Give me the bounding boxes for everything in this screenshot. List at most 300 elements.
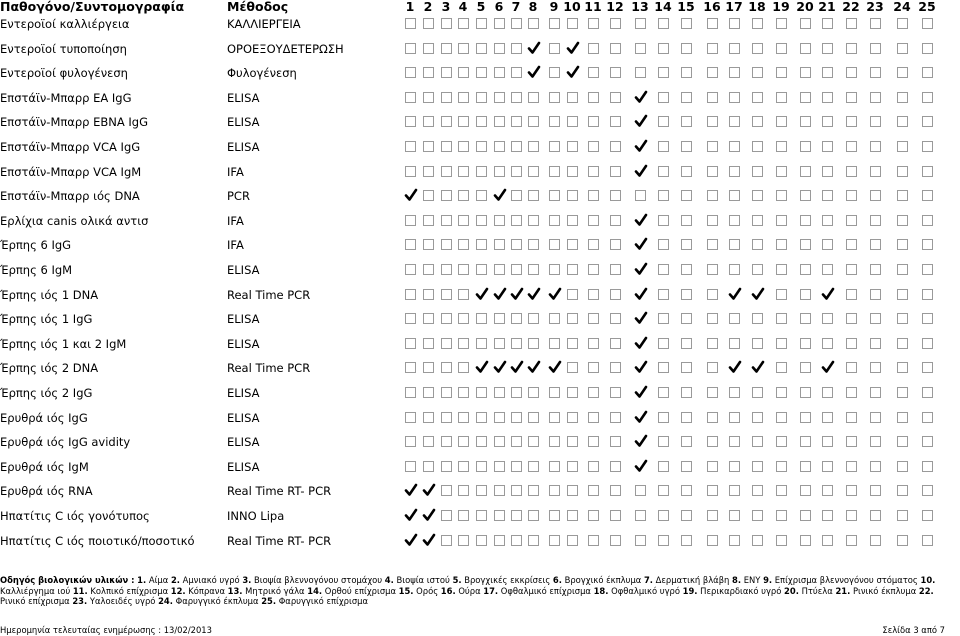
checkmark-icon bbox=[635, 412, 646, 423]
empty-checkbox bbox=[681, 67, 692, 78]
legend-material: Βρογχικές εκκρίσεις bbox=[464, 575, 551, 585]
empty-checkbox bbox=[494, 535, 505, 546]
empty-checkbox bbox=[922, 387, 933, 398]
empty-checkbox bbox=[681, 338, 692, 349]
empty-checkbox bbox=[658, 412, 669, 423]
empty-checkbox bbox=[458, 412, 469, 423]
empty-checkbox bbox=[441, 485, 452, 496]
empty-checkbox bbox=[511, 239, 522, 250]
empty-checkbox bbox=[922, 338, 933, 349]
legend-material: Βιοψία βλεννογόνου στομάχου bbox=[254, 575, 383, 585]
empty-checkbox bbox=[870, 313, 881, 324]
checkmark-icon bbox=[494, 190, 505, 201]
empty-checkbox bbox=[729, 215, 740, 226]
table-row bbox=[0, 310, 960, 328]
empty-checkbox bbox=[511, 116, 522, 127]
empty-checkbox bbox=[897, 289, 908, 300]
empty-checkbox bbox=[729, 190, 740, 201]
legend-title: Οδηγός βιολογικών υλικών : bbox=[0, 575, 135, 585]
legend-material: Ορθού επίχρισμα bbox=[324, 585, 396, 596]
legend-material: Ούρα bbox=[458, 585, 481, 596]
empty-checkbox bbox=[776, 166, 787, 177]
empty-checkbox bbox=[729, 338, 740, 349]
empty-checkbox bbox=[458, 461, 469, 472]
empty-checkbox bbox=[441, 141, 452, 152]
empty-checkbox bbox=[423, 289, 434, 300]
column-header-method: Μέθοδος bbox=[227, 0, 289, 14]
empty-checkbox bbox=[476, 166, 487, 177]
empty-checkbox bbox=[729, 535, 740, 546]
checkmark-icon bbox=[511, 362, 522, 373]
empty-checkbox bbox=[458, 43, 469, 54]
empty-checkbox bbox=[846, 264, 857, 275]
empty-checkbox bbox=[800, 510, 811, 521]
empty-checkbox bbox=[729, 264, 740, 275]
table-row bbox=[0, 482, 960, 500]
empty-checkbox bbox=[476, 535, 487, 546]
legend-material: Δερματική βλάβη bbox=[655, 575, 730, 585]
empty-checkbox bbox=[822, 141, 833, 152]
empty-checkbox bbox=[800, 67, 811, 78]
empty-checkbox bbox=[707, 535, 718, 546]
checkmark-icon bbox=[494, 289, 505, 300]
empty-checkbox bbox=[528, 190, 539, 201]
empty-checkbox bbox=[549, 436, 560, 447]
legend-material: Επίχρισμα βλεννογόνου στόματος bbox=[774, 575, 918, 585]
legend-material: Φαρυγγικό έκπλυμα bbox=[175, 596, 259, 607]
empty-checkbox bbox=[610, 313, 621, 324]
empty-checkbox bbox=[870, 387, 881, 398]
empty-checkbox bbox=[752, 215, 763, 226]
empty-checkbox bbox=[528, 116, 539, 127]
table-row bbox=[0, 335, 960, 353]
empty-checkbox bbox=[494, 215, 505, 226]
empty-checkbox bbox=[423, 67, 434, 78]
empty-checkbox bbox=[423, 239, 434, 250]
empty-checkbox bbox=[494, 510, 505, 521]
empty-checkbox bbox=[476, 141, 487, 152]
empty-checkbox bbox=[870, 485, 881, 496]
legend-material: Κολπικό επίχρισμα bbox=[90, 585, 169, 596]
empty-checkbox bbox=[458, 338, 469, 349]
empty-checkbox bbox=[610, 264, 621, 275]
empty-checkbox bbox=[870, 141, 881, 152]
empty-checkbox bbox=[567, 239, 578, 250]
empty-checkbox bbox=[922, 412, 933, 423]
empty-checkbox bbox=[528, 387, 539, 398]
empty-checkbox bbox=[511, 485, 522, 496]
empty-checkbox bbox=[610, 141, 621, 152]
sample-number-2: 2 bbox=[423, 0, 433, 14]
empty-checkbox bbox=[658, 92, 669, 103]
empty-checkbox bbox=[549, 239, 560, 250]
empty-checkbox bbox=[729, 461, 740, 472]
test-name: Εντεροϊοί καλλιέργεια bbox=[0, 17, 130, 31]
legend-number: 22. bbox=[918, 585, 934, 596]
empty-checkbox bbox=[729, 485, 740, 496]
empty-checkbox bbox=[458, 313, 469, 324]
empty-checkbox bbox=[800, 166, 811, 177]
empty-checkbox bbox=[776, 289, 787, 300]
empty-checkbox bbox=[458, 166, 469, 177]
legend-number: 13. bbox=[227, 585, 243, 596]
table-row bbox=[0, 433, 960, 451]
empty-checkbox bbox=[494, 18, 505, 29]
empty-checkbox bbox=[776, 67, 787, 78]
empty-checkbox bbox=[752, 141, 763, 152]
sample-number-12: 12 bbox=[606, 0, 624, 14]
empty-checkbox bbox=[897, 190, 908, 201]
test-name: Έρπης ιός 1 και 2 IgM bbox=[0, 336, 127, 351]
empty-checkbox bbox=[776, 141, 787, 152]
legend-material: Κόπρανα bbox=[188, 585, 225, 596]
test-method: IFA bbox=[227, 238, 244, 253]
empty-checkbox bbox=[610, 215, 621, 226]
empty-checkbox bbox=[588, 485, 599, 496]
empty-checkbox bbox=[822, 264, 833, 275]
empty-checkbox bbox=[776, 362, 787, 373]
empty-checkbox bbox=[897, 510, 908, 521]
empty-checkbox bbox=[441, 412, 452, 423]
empty-checkbox bbox=[846, 43, 857, 54]
empty-checkbox bbox=[511, 166, 522, 177]
test-name: Έρπης ιός 2 DNA bbox=[0, 361, 99, 376]
empty-checkbox bbox=[681, 264, 692, 275]
empty-checkbox bbox=[423, 338, 434, 349]
legend-number: 3. bbox=[242, 575, 252, 585]
empty-checkbox bbox=[870, 92, 881, 103]
empty-checkbox bbox=[800, 92, 811, 103]
empty-checkbox bbox=[870, 289, 881, 300]
empty-checkbox bbox=[897, 141, 908, 152]
empty-checkbox bbox=[511, 215, 522, 226]
sample-number-14: 14 bbox=[654, 0, 672, 14]
empty-checkbox bbox=[800, 535, 811, 546]
empty-checkbox bbox=[528, 264, 539, 275]
empty-checkbox bbox=[441, 436, 452, 447]
empty-checkbox bbox=[870, 461, 881, 472]
empty-checkbox bbox=[588, 387, 599, 398]
test-method: ELISA bbox=[227, 336, 260, 351]
table-row bbox=[0, 113, 960, 131]
empty-checkbox bbox=[922, 362, 933, 373]
empty-checkbox bbox=[458, 239, 469, 250]
empty-checkbox bbox=[494, 239, 505, 250]
test-method: IFA bbox=[227, 213, 244, 228]
empty-checkbox bbox=[528, 412, 539, 423]
table-row bbox=[0, 261, 960, 279]
checkmark-icon bbox=[729, 362, 740, 373]
empty-checkbox bbox=[405, 313, 416, 324]
empty-checkbox bbox=[822, 215, 833, 226]
test-method: ELISA bbox=[227, 90, 260, 105]
empty-checkbox bbox=[528, 18, 539, 29]
empty-checkbox bbox=[922, 436, 933, 447]
legend-material: Οφθαλμικό επίχρισμα bbox=[500, 585, 591, 596]
sample-number-15: 15 bbox=[677, 0, 695, 14]
empty-checkbox bbox=[610, 67, 621, 78]
empty-checkbox bbox=[897, 239, 908, 250]
empty-checkbox bbox=[658, 43, 669, 54]
empty-checkbox bbox=[567, 535, 578, 546]
empty-checkbox bbox=[405, 141, 416, 152]
empty-checkbox bbox=[658, 535, 669, 546]
legend-number: 2. bbox=[170, 575, 180, 585]
empty-checkbox bbox=[822, 313, 833, 324]
empty-checkbox bbox=[549, 461, 560, 472]
empty-checkbox bbox=[752, 239, 763, 250]
empty-checkbox bbox=[441, 215, 452, 226]
table-row bbox=[0, 89, 960, 107]
checkmark-icon bbox=[494, 362, 505, 373]
empty-checkbox bbox=[752, 461, 763, 472]
empty-checkbox bbox=[897, 461, 908, 472]
empty-checkbox bbox=[922, 535, 933, 546]
empty-checkbox bbox=[549, 215, 560, 226]
empty-checkbox bbox=[441, 92, 452, 103]
legend-material: Ρινικό επίχρισμα bbox=[0, 596, 70, 607]
empty-checkbox bbox=[658, 362, 669, 373]
empty-checkbox bbox=[846, 67, 857, 78]
test-name: Επστάϊν-Μπαρρ VCA IgM bbox=[0, 164, 142, 179]
empty-checkbox bbox=[458, 190, 469, 201]
empty-checkbox bbox=[635, 190, 646, 201]
empty-checkbox bbox=[610, 338, 621, 349]
empty-checkbox bbox=[567, 313, 578, 324]
empty-checkbox bbox=[707, 510, 718, 521]
empty-checkbox bbox=[800, 116, 811, 127]
empty-checkbox bbox=[707, 313, 718, 324]
empty-checkbox bbox=[610, 43, 621, 54]
empty-checkbox bbox=[658, 166, 669, 177]
empty-checkbox bbox=[681, 362, 692, 373]
empty-checkbox bbox=[846, 92, 857, 103]
empty-checkbox bbox=[567, 18, 578, 29]
empty-checkbox bbox=[870, 362, 881, 373]
empty-checkbox bbox=[441, 116, 452, 127]
empty-checkbox bbox=[458, 387, 469, 398]
empty-checkbox bbox=[752, 67, 763, 78]
legend-material: Μητρικό γάλα bbox=[245, 585, 305, 596]
empty-checkbox bbox=[729, 510, 740, 521]
empty-checkbox bbox=[476, 436, 487, 447]
empty-checkbox bbox=[528, 485, 539, 496]
empty-checkbox bbox=[567, 141, 578, 152]
empty-checkbox bbox=[658, 215, 669, 226]
checkmark-icon bbox=[635, 264, 646, 275]
empty-checkbox bbox=[870, 239, 881, 250]
empty-checkbox bbox=[528, 436, 539, 447]
empty-checkbox bbox=[423, 264, 434, 275]
checkmark-icon bbox=[635, 166, 646, 177]
empty-checkbox bbox=[476, 67, 487, 78]
legend-number: 17. bbox=[483, 585, 499, 596]
empty-checkbox bbox=[423, 18, 434, 29]
empty-checkbox bbox=[897, 43, 908, 54]
empty-checkbox bbox=[476, 510, 487, 521]
empty-checkbox bbox=[441, 190, 452, 201]
legend-number: 9. bbox=[763, 575, 773, 585]
empty-checkbox bbox=[658, 387, 669, 398]
empty-checkbox bbox=[610, 510, 621, 521]
empty-checkbox bbox=[729, 43, 740, 54]
test-name: Έρπης ιός 2 IgG bbox=[0, 386, 93, 400]
empty-checkbox bbox=[870, 338, 881, 349]
empty-checkbox bbox=[423, 362, 434, 373]
table-row bbox=[0, 187, 960, 205]
empty-checkbox bbox=[681, 116, 692, 127]
empty-checkbox bbox=[800, 141, 811, 152]
empty-checkbox bbox=[549, 67, 560, 78]
empty-checkbox bbox=[476, 338, 487, 349]
empty-checkbox bbox=[822, 485, 833, 496]
empty-checkbox bbox=[549, 116, 560, 127]
empty-checkbox bbox=[681, 387, 692, 398]
test-name: Ηπατίτις C ιός γονότυπος bbox=[0, 509, 150, 523]
empty-checkbox bbox=[549, 387, 560, 398]
empty-checkbox bbox=[423, 190, 434, 201]
legend-number: 8. bbox=[732, 575, 742, 585]
empty-checkbox bbox=[588, 510, 599, 521]
empty-checkbox bbox=[776, 43, 787, 54]
empty-checkbox bbox=[822, 239, 833, 250]
test-method: ΟΡΟΕΞΟΥΔΕΤΕΡΩΣΗ bbox=[227, 41, 344, 56]
empty-checkbox bbox=[458, 289, 469, 300]
empty-checkbox bbox=[870, 43, 881, 54]
checkmark-icon bbox=[423, 535, 434, 546]
sample-number-13: 13 bbox=[631, 0, 649, 14]
empty-checkbox bbox=[476, 387, 487, 398]
legend-material: Υαλοειδές υγρό bbox=[89, 596, 156, 607]
test-method: Real Time RT- PCR bbox=[227, 533, 332, 548]
checkmark-icon bbox=[476, 289, 487, 300]
last-update-date: Ημερομηνία τελευταίας ενημέρωσης : 13/02/2013 bbox=[0, 625, 212, 635]
test-name: Ερυθρά ιός RNA bbox=[0, 484, 93, 499]
empty-checkbox bbox=[776, 485, 787, 496]
empty-checkbox bbox=[567, 166, 578, 177]
empty-checkbox bbox=[567, 338, 578, 349]
legend-material: Πτύελα bbox=[801, 585, 833, 596]
empty-checkbox bbox=[511, 92, 522, 103]
empty-checkbox bbox=[405, 239, 416, 250]
empty-checkbox bbox=[588, 313, 599, 324]
empty-checkbox bbox=[752, 166, 763, 177]
page-number: Σελίδα 3 από 7 bbox=[882, 625, 945, 635]
test-name: Έρπης 6 IgG bbox=[0, 238, 72, 253]
empty-checkbox bbox=[752, 387, 763, 398]
empty-checkbox bbox=[476, 18, 487, 29]
empty-checkbox bbox=[897, 313, 908, 324]
empty-checkbox bbox=[846, 362, 857, 373]
empty-checkbox bbox=[776, 436, 787, 447]
empty-checkbox bbox=[441, 313, 452, 324]
empty-checkbox bbox=[588, 215, 599, 226]
empty-checkbox bbox=[476, 461, 487, 472]
checkmark-icon bbox=[423, 510, 434, 521]
empty-checkbox bbox=[681, 485, 692, 496]
empty-checkbox bbox=[476, 43, 487, 54]
empty-checkbox bbox=[870, 166, 881, 177]
empty-checkbox bbox=[822, 18, 833, 29]
empty-checkbox bbox=[707, 461, 718, 472]
empty-checkbox bbox=[681, 141, 692, 152]
legend-number: 19. bbox=[682, 585, 698, 596]
legend-number: 1. bbox=[137, 575, 147, 585]
empty-checkbox bbox=[800, 387, 811, 398]
empty-checkbox bbox=[846, 141, 857, 152]
empty-checkbox bbox=[511, 387, 522, 398]
empty-checkbox bbox=[610, 387, 621, 398]
empty-checkbox bbox=[423, 412, 434, 423]
checkmark-icon bbox=[549, 289, 560, 300]
test-method: ELISA bbox=[227, 263, 260, 277]
empty-checkbox bbox=[567, 387, 578, 398]
sample-number-21: 21 bbox=[818, 0, 836, 14]
empty-checkbox bbox=[405, 18, 416, 29]
legend-material: Βρογχικό έκπλυμα bbox=[564, 575, 642, 585]
empty-checkbox bbox=[588, 116, 599, 127]
empty-checkbox bbox=[494, 67, 505, 78]
empty-checkbox bbox=[494, 92, 505, 103]
empty-checkbox bbox=[635, 535, 646, 546]
table-row bbox=[0, 212, 960, 230]
empty-checkbox bbox=[610, 362, 621, 373]
empty-checkbox bbox=[752, 535, 763, 546]
table-row bbox=[0, 286, 960, 304]
empty-checkbox bbox=[494, 43, 505, 54]
empty-checkbox bbox=[752, 412, 763, 423]
empty-checkbox bbox=[511, 190, 522, 201]
empty-checkbox bbox=[776, 215, 787, 226]
sample-number-24: 24 bbox=[893, 0, 911, 14]
legend-number: 11. bbox=[72, 585, 88, 596]
empty-checkbox bbox=[822, 338, 833, 349]
empty-checkbox bbox=[752, 338, 763, 349]
empty-checkbox bbox=[922, 116, 933, 127]
sample-number-5: 5 bbox=[476, 0, 486, 14]
empty-checkbox bbox=[846, 215, 857, 226]
empty-checkbox bbox=[441, 264, 452, 275]
empty-checkbox bbox=[658, 264, 669, 275]
empty-checkbox bbox=[846, 289, 857, 300]
empty-checkbox bbox=[549, 141, 560, 152]
empty-checkbox bbox=[511, 264, 522, 275]
legend-material: Φαρυγγικό επίχρισμα bbox=[278, 596, 368, 607]
empty-checkbox bbox=[897, 264, 908, 275]
empty-checkbox bbox=[658, 485, 669, 496]
empty-checkbox bbox=[549, 166, 560, 177]
empty-checkbox bbox=[707, 92, 718, 103]
empty-checkbox bbox=[776, 18, 787, 29]
sample-number-9: 9 bbox=[549, 0, 559, 14]
empty-checkbox bbox=[922, 313, 933, 324]
empty-checkbox bbox=[776, 190, 787, 201]
empty-checkbox bbox=[405, 338, 416, 349]
empty-checkbox bbox=[658, 338, 669, 349]
sample-number-1: 1 bbox=[405, 0, 415, 14]
empty-checkbox bbox=[897, 485, 908, 496]
empty-checkbox bbox=[658, 313, 669, 324]
empty-checkbox bbox=[458, 141, 469, 152]
empty-checkbox bbox=[681, 166, 692, 177]
empty-checkbox bbox=[752, 116, 763, 127]
empty-checkbox bbox=[729, 18, 740, 29]
checkmark-icon bbox=[635, 116, 646, 127]
empty-checkbox bbox=[752, 313, 763, 324]
sample-number-17: 17 bbox=[725, 0, 743, 14]
legend-number: 6. bbox=[552, 575, 562, 585]
empty-checkbox bbox=[870, 510, 881, 521]
